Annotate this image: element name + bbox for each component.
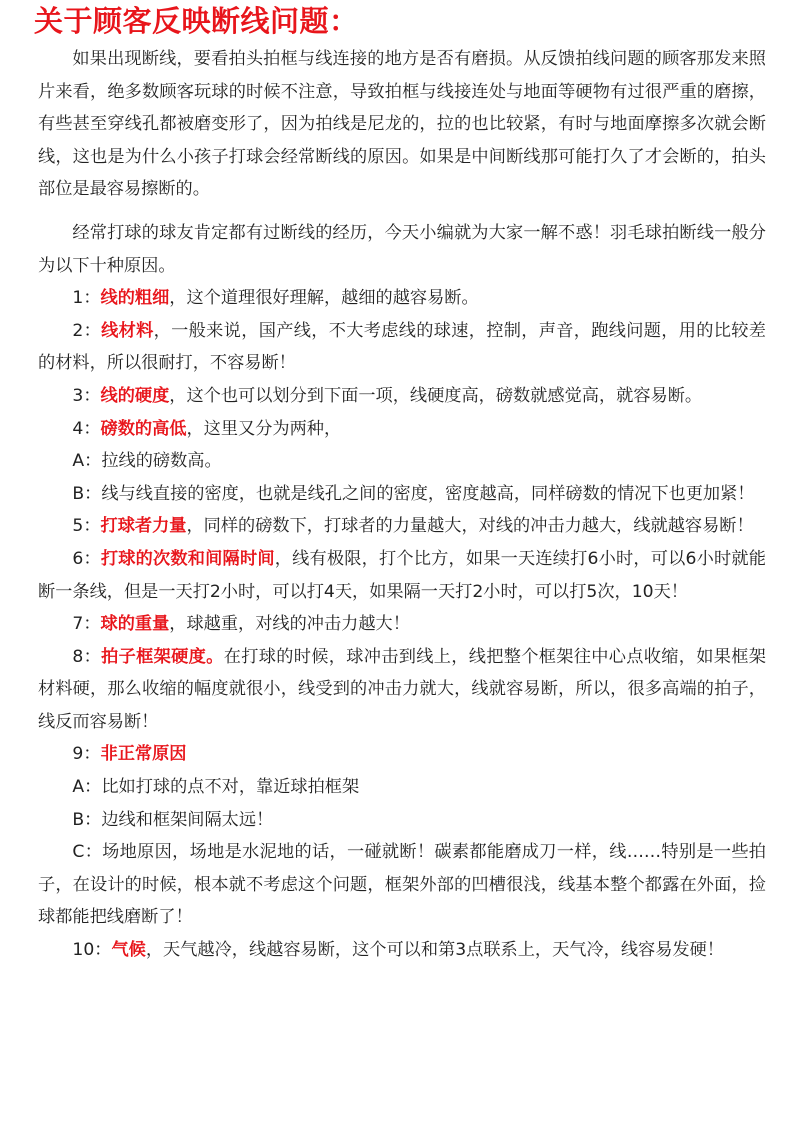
paragraph-gap xyxy=(38,206,766,217)
reason-keyword: 线的粗细 xyxy=(100,288,170,309)
reason-item xyxy=(38,738,766,771)
reason-item xyxy=(38,380,766,413)
reason-item xyxy=(38,608,766,641)
reason-text: ，这个道理很好理解，越细的越容易断。 xyxy=(169,288,479,309)
reason-number: 9： xyxy=(72,744,101,765)
reason-number: 8： xyxy=(72,646,102,667)
reason-keyword: 磅数的高低 xyxy=(100,418,187,439)
reason-item xyxy=(38,641,766,739)
reason-number: 7： xyxy=(72,614,101,635)
reason-text: ，这个也可以划分到下面一项，线硬度高，磅数就感觉高，就容易断。 xyxy=(169,385,703,406)
reason-subitem: B：线与线直接的密度，也就是线孔之间的密度，密度越高，同样磅数的情况下也更加紧！ xyxy=(72,483,755,504)
reason-list xyxy=(38,282,766,966)
reason-text: ，同样的磅数下，打球者的力量越大，对线的冲击力越大，线就越容易断！ xyxy=(186,516,754,537)
intro-paragraph: 如果出现断线，要看拍头拍框与线连接的地方是否有磨损。从反馈拍线问题的顾客那发来照片来看，绝多数顾客玩球的时候不注意，导致拍框与线接连处与地面等硬物有过很严重的磨擦，有些甚至穿线孔都被磨变形了，因为拍线是尼龙的，拉的也比较紧，有时与地面摩擦多次就会断线，这也是为什么小孩子打球会经常断线的原因。如果是中间断线那可能打久了才会断的，拍头部位是最容易擦断的。 xyxy=(38,49,766,200)
reason-keyword: 打球者力量 xyxy=(100,516,187,537)
reason-keyword: 球的重量 xyxy=(100,614,170,635)
reason-keyword: 拍子框架硬度。 xyxy=(101,646,224,667)
reason-text: 在打球的时候，球冲击到线上，线把整个框架往中心点收缩，如果框架材料硬，那么收缩的幅度就很小，线受到的冲击力就大，线就容易断，所以，很多高端的拍子，线反而容易断！ xyxy=(38,646,766,732)
reason-number: 4： xyxy=(72,418,101,439)
reason-subitem: C：场地原因，场地是水泥地的话，一碰就断！碳素都能磨成刀一样，线……特别是一些拍子，在设计的时候，根本就不考虑这个问题，框架外部的凹槽很浅，线基本整个都露在外面，捡球都能把线磨断了！ xyxy=(38,842,766,928)
reason-number: 10： xyxy=(72,940,112,961)
reason-number: 1： xyxy=(72,288,101,309)
reason-subitem: A：比如打球的点不对，靠近球拍框架 xyxy=(72,777,360,798)
reason-keyword: 气候 xyxy=(111,940,146,961)
reason-number: 2： xyxy=(72,320,102,341)
reason-keyword: 打球的次数和间隔时间 xyxy=(100,548,275,569)
reason-subitem: A：拉线的磅数高。 xyxy=(72,451,222,472)
article-body xyxy=(38,43,766,967)
reason-item xyxy=(38,282,766,315)
reason-item xyxy=(38,315,766,380)
reason-number: 6： xyxy=(72,548,101,569)
reason-text: ，球越重，对线的冲击力越大！ xyxy=(169,614,410,635)
reason-text: ，一般来说，国产线，不大考虑线的球速，控制，声音，跑线问题，用的比较差的材料，所以很耐打，不容易断！ xyxy=(38,320,766,374)
reason-number: 3： xyxy=(72,385,101,406)
reason-item xyxy=(38,934,766,967)
reason-item xyxy=(38,543,766,608)
reason-item xyxy=(38,510,766,543)
reason-subitem: B：边线和框架间隔太远！ xyxy=(72,809,274,830)
reason-keyword: 线的硬度 xyxy=(100,385,170,406)
page-title: 关于顾客反映断线问题： xyxy=(34,4,359,38)
lead-paragraph: 经常打球的球友肯定都有过断线的经历，今天小编就为大家一解不惑！羽毛球拍断线一般分为以下十种原因。 xyxy=(38,222,766,276)
reason-item xyxy=(38,413,766,446)
reason-text: ，天气越冷，线越容易断，这个可以和第3点联系上，天气冷，线容易发硬！ xyxy=(145,940,724,961)
reason-text: ，这里又分为两种， xyxy=(186,418,342,439)
reason-number: 5： xyxy=(72,516,101,537)
reason-keyword: 非正常原因 xyxy=(100,744,187,765)
reason-text: ，线有极限，打个比方，如果一天连续打6小时，可以6小时就能断一条线，但是一天打2小时，可以打4天，如果隔一天打2小时，可以打5次，10天！ xyxy=(38,548,766,602)
reason-keyword: 线材料 xyxy=(101,320,154,341)
